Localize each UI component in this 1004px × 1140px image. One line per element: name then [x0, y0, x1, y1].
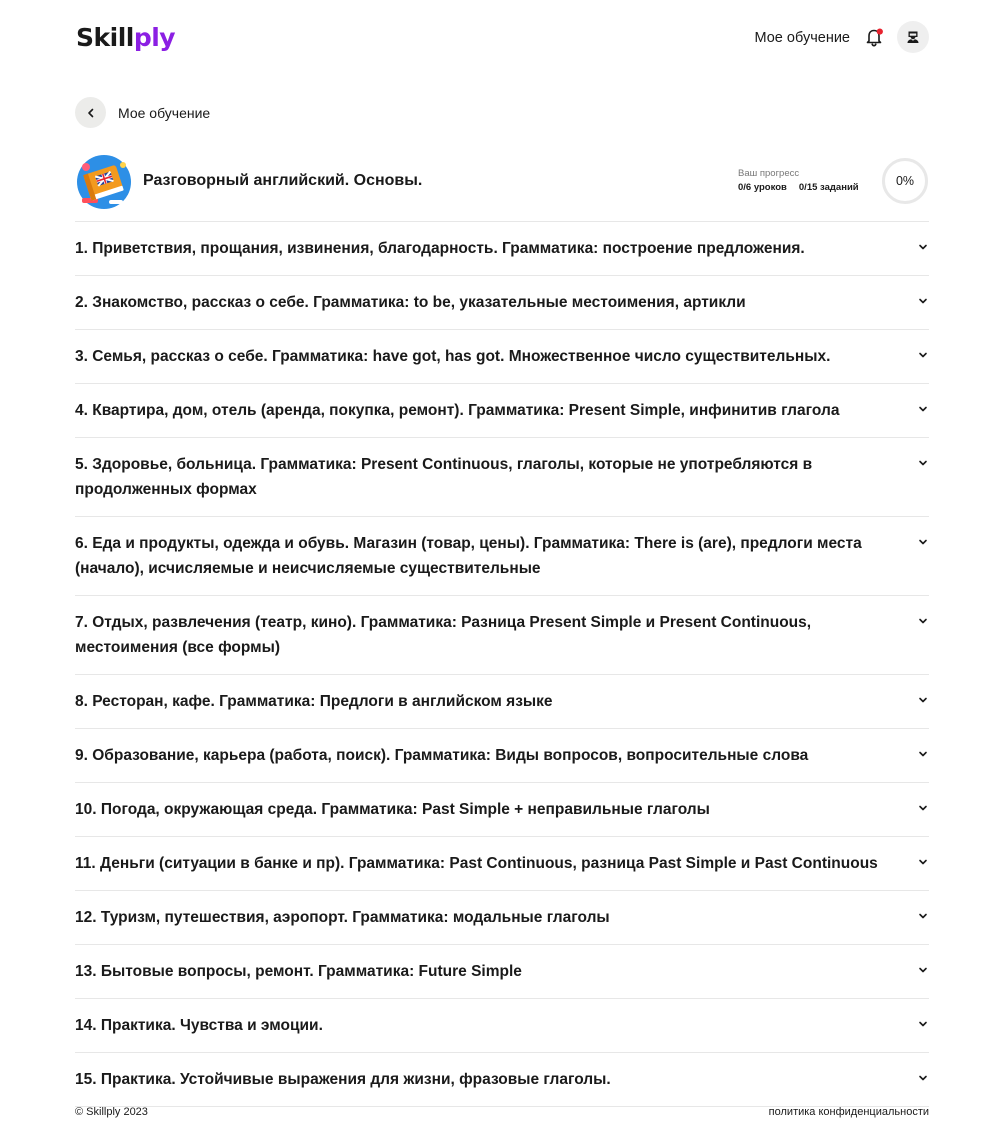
lesson-title: 4. Квартира, дом, отель (аренда, покупка, ремонт). Грамматика: Present Simple, инфинитив глагола: [75, 402, 840, 419]
my-learning-link[interactable]: Мое обучение: [754, 30, 850, 46]
lesson-title: 3. Семья, рассказ о себе. Грамматика: have got, has got. Множественное число существительных.: [75, 348, 831, 365]
lesson-title: 11. Деньги (ситуации в банке и пр). Грамматика: Past Continuous, разница Past Simple и Past Continuous: [75, 855, 878, 872]
chevron-down-icon[interactable]: [917, 295, 929, 307]
bell-icon: [863, 26, 885, 48]
course-title: Разговорный английский. Основы.: [143, 172, 423, 189]
footer-copyright: © Skillply 2023: [75, 1106, 148, 1118]
progress-stats: [738, 182, 868, 194]
lesson-title: 5. Здоровье, больница. Грамматика: Present Continuous, глаголы, которые не употребляются в продолженных формах: [75, 456, 813, 498]
lesson-title: 6. Еда и продукты, одежда и обувь. Магазин (товар, цены). Грамматика: There is (are), предлоги места (начало), исчисляемые и неисчисляемые существительные: [75, 535, 862, 577]
lesson-item[interactable]: [75, 384, 929, 438]
lesson-title: 2. Знакомство, рассказ о себе. Грамматика: to be, указательные местоимения, артикли: [75, 294, 746, 311]
lesson-title: 13. Бытовые вопросы, ремонт. Грамматика: Future Simple: [75, 963, 522, 980]
lesson-item[interactable]: [75, 276, 929, 330]
progress-percent: 0%: [895, 174, 915, 188]
privacy-policy-link[interactable]: политика конфиденциальности: [768, 1106, 929, 1118]
lesson-title: 8. Ресторан, кафе. Грамматика: Предлоги в английском языке: [75, 693, 553, 710]
lesson-title: 7. Отдых, развлечения (театр, кино). Грамматика: Разница Present Simple и Present Continuous, местоимения (все формы): [75, 614, 812, 656]
chevron-down-icon[interactable]: [917, 615, 929, 627]
lesson-title: 9. Образование, карьера (работа, поиск). Грамматика: Виды вопросов, вопросительные слова: [75, 747, 809, 764]
lesson-item[interactable]: [75, 517, 929, 596]
lesson-title: 1. Приветствия, прощания, извинения, благодарность. Грамматика: построение предложения.: [75, 240, 805, 257]
notification-dot: [877, 29, 883, 35]
back-button[interactable]: [75, 97, 106, 128]
chevron-down-icon[interactable]: [917, 349, 929, 361]
chevron-down-icon[interactable]: [917, 694, 929, 706]
lesson-item[interactable]: [75, 1053, 929, 1107]
lesson-item[interactable]: [75, 596, 929, 675]
lesson-item[interactable]: [75, 675, 929, 729]
lesson-item[interactable]: [75, 783, 929, 837]
progress-label: Ваш прогресс: [738, 168, 800, 179]
top-header: [75, 18, 929, 58]
lesson-item[interactable]: [75, 999, 929, 1053]
chevron-down-icon[interactable]: [917, 1072, 929, 1084]
lesson-title: 12. Туризм, путешествия, аэропорт. Грамматика: модальные глаголы: [75, 909, 610, 926]
lesson-list: [75, 221, 929, 1107]
lesson-item[interactable]: [75, 729, 929, 783]
lessons-count: 0/6 уроков: [738, 182, 787, 193]
lesson-title: 10. Погода, окружающая среда. Грамматика: Past Simple + неправильные глаголы: [75, 801, 710, 818]
profile-button[interactable]: [897, 21, 929, 53]
lesson-item[interactable]: [75, 222, 929, 276]
lesson-title: 15. Практика. Устойчивые выражения для жизни, фразовые глаголы.: [75, 1071, 611, 1088]
lesson-item[interactable]: [75, 837, 929, 891]
lesson-item[interactable]: [75, 330, 929, 384]
lesson-title: 14. Практика. Чувства и эмоции.: [75, 1017, 323, 1034]
lesson-item[interactable]: [75, 438, 929, 517]
lesson-item[interactable]: [75, 891, 929, 945]
chevron-down-icon[interactable]: [917, 457, 929, 469]
user-icon: [906, 30, 920, 44]
tasks-count: 0/15 заданий: [798, 182, 859, 193]
chevron-left-icon: [86, 108, 96, 118]
chevron-down-icon[interactable]: [917, 403, 929, 415]
chevron-down-icon[interactable]: [917, 241, 929, 253]
chevron-down-icon[interactable]: [917, 964, 929, 976]
chevron-down-icon[interactable]: [917, 856, 929, 868]
course-cover-image: [75, 153, 132, 209]
back-label[interactable]: Мое обучение: [118, 105, 211, 121]
chevron-down-icon[interactable]: [917, 802, 929, 814]
course-header: [75, 152, 929, 210]
skillply-logo[interactable]: Skillply: [76, 23, 176, 52]
chevron-down-icon[interactable]: [917, 536, 929, 548]
chevron-down-icon[interactable]: [917, 1018, 929, 1030]
chevron-down-icon[interactable]: [917, 748, 929, 760]
chevron-down-icon[interactable]: [917, 910, 929, 922]
lesson-item[interactable]: [75, 945, 929, 999]
notifications-button[interactable]: [863, 26, 885, 48]
